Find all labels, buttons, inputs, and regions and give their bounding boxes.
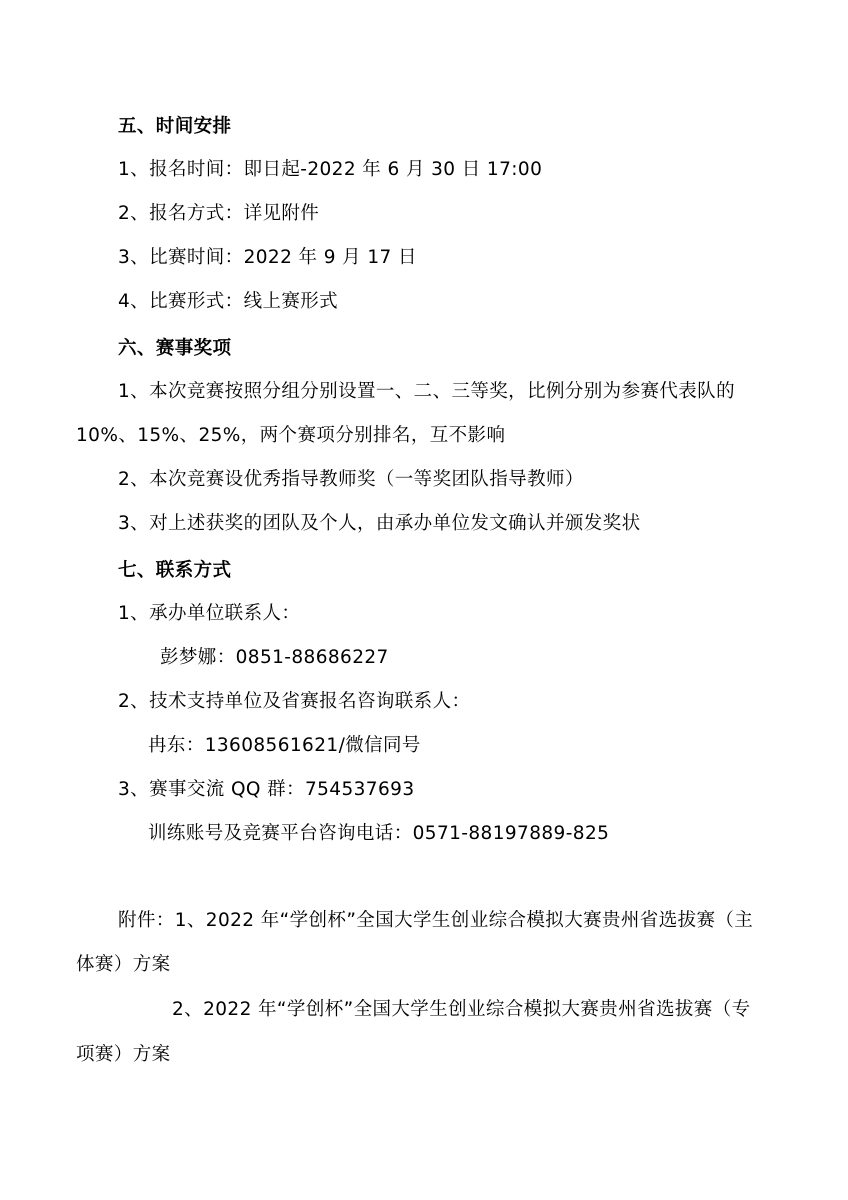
section-heading-schedule: 五、时间安排 bbox=[118, 116, 232, 137]
contact-item-2-person: 冉东：13608561621/微信同号 bbox=[148, 735, 421, 756]
contact-item-3-label: 3、赛事交流 QQ 群：754537693 bbox=[118, 779, 415, 800]
contact-item-1-label: 1、承办单位联系人： bbox=[118, 603, 301, 624]
section-heading-contact: 七、联系方式 bbox=[118, 560, 232, 581]
awards-item-1-line-1: 1、本次竞赛按照分组分别设置一、二、三等奖，比例分别为参赛代表队的 bbox=[118, 381, 735, 402]
awards-item-1-line-2: 10%、15%、25%，两个赛项分别排名，互不影响 bbox=[76, 425, 506, 446]
attachment-2-line-1: 2、2022 年“学创杯”全国大学生创业综合模拟大赛贵州省选拔赛（专 bbox=[172, 999, 751, 1020]
awards-item-2: 2、本次竞赛设优秀指导教师奖（一等奖团队指导教师） bbox=[118, 469, 584, 490]
attachment-1-line-2: 体赛）方案 bbox=[76, 954, 171, 975]
schedule-item-4: 4、比赛形式：线上赛形式 bbox=[118, 291, 339, 312]
contact-item-2-label: 2、技术支持单位及省赛报名咨询联系人： bbox=[118, 691, 471, 712]
contact-item-3-phone: 训练账号及竞赛平台咨询电话：0571-88197889-825 bbox=[148, 823, 610, 844]
schedule-item-2: 2、报名方式：详见附件 bbox=[118, 203, 320, 224]
attachment-1-line-1: 附件：1、2022 年“学创杯”全国大学生创业综合模拟大赛贵州省选拔赛（主 bbox=[118, 910, 754, 931]
contact-item-1-person: 彭梦娜：0851-88686227 bbox=[160, 647, 389, 668]
attachment-2-line-2: 项赛）方案 bbox=[76, 1044, 171, 1065]
schedule-item-3: 3、比赛时间：2022 年 9 月 17 日 bbox=[118, 247, 417, 268]
schedule-item-1: 1、报名时间：即日起-2022 年 6 月 30 日 17:00 bbox=[118, 159, 543, 180]
awards-item-3: 3、对上述获奖的团队及个人，由承办单位发文确认并颁发奖状 bbox=[118, 513, 641, 534]
section-heading-awards: 六、赛事奖项 bbox=[118, 338, 232, 359]
